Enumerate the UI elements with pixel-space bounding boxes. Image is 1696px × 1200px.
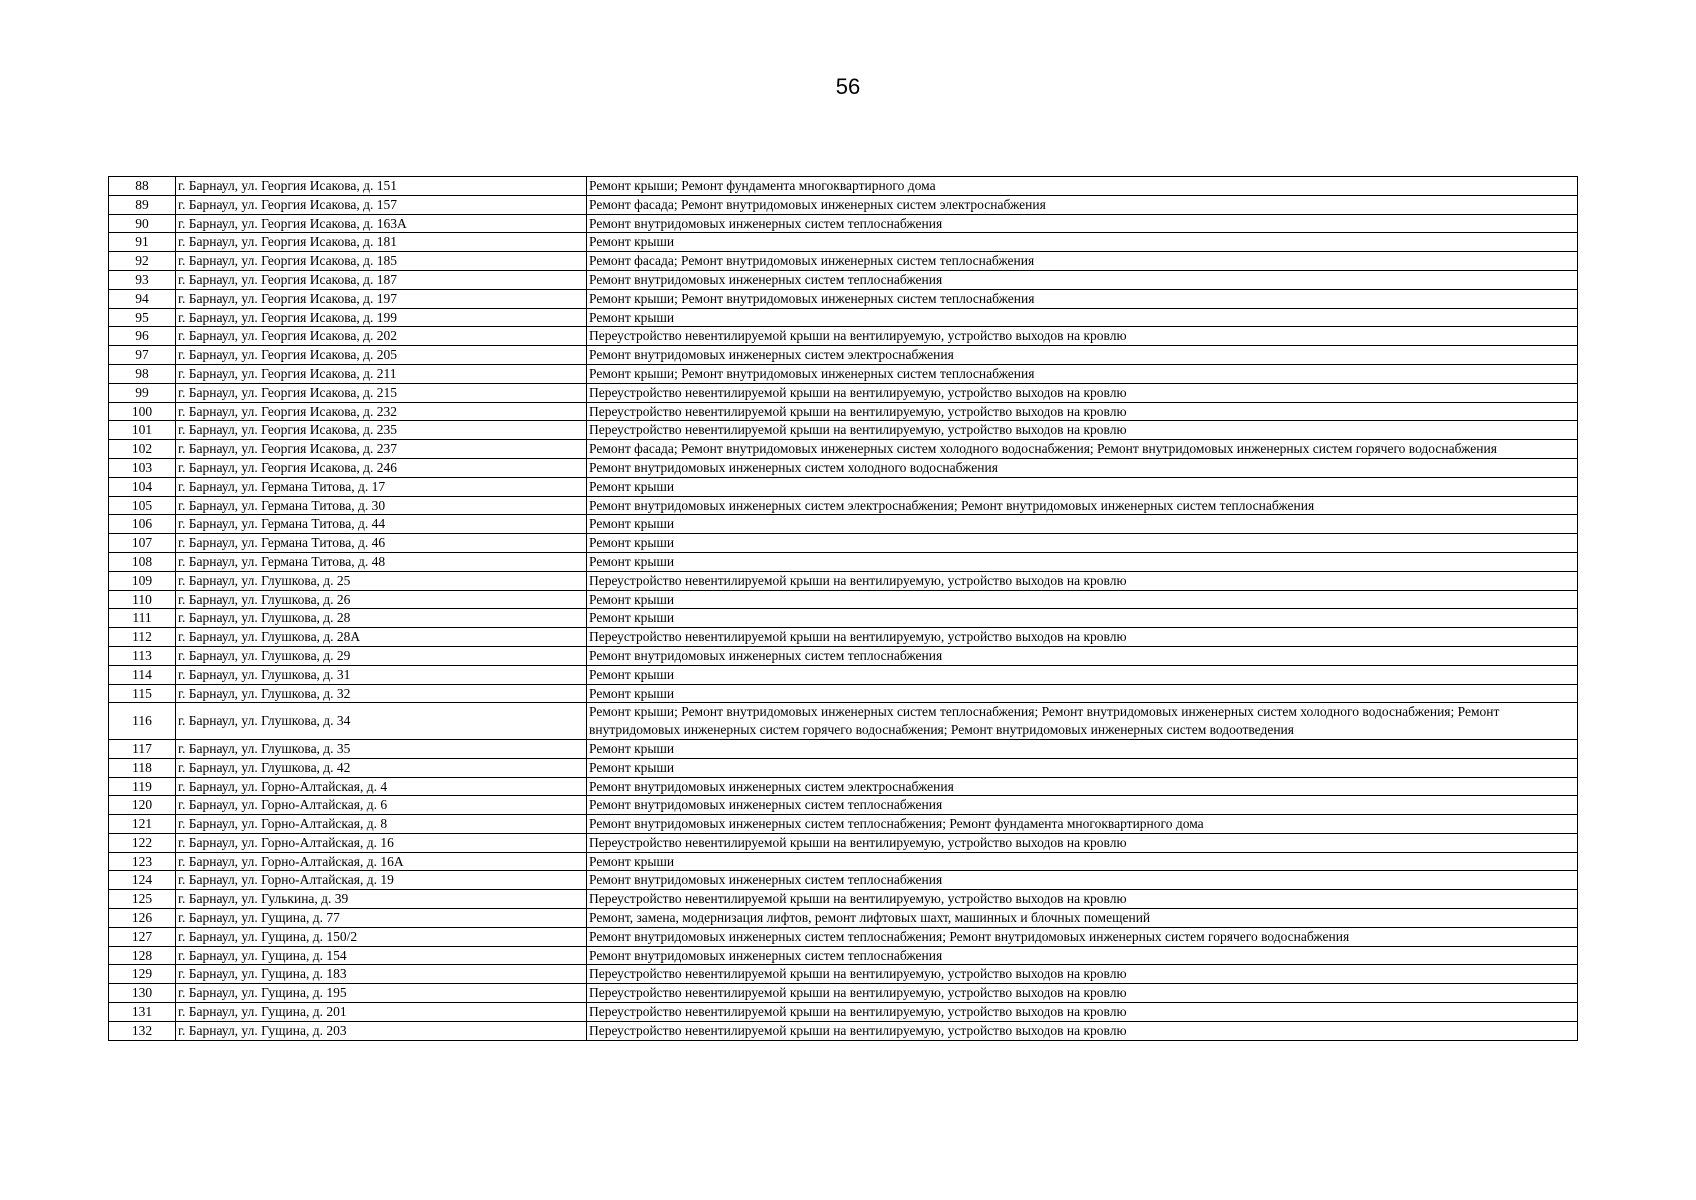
table-row xyxy=(109,477,1578,496)
works-cell: Ремонт фасада; Ремонт внутридомовых инженерных систем холодного водоснабжения; Ремонт внутридомовых инженерных систем горячего водоснабжения xyxy=(587,440,1578,459)
address-cell: г. Барнаул, ул. Глушкова, д. 32 xyxy=(176,684,587,703)
table-row xyxy=(109,515,1578,534)
address-cell: г. Барнаул, ул. Георгия Исакова, д. 181 xyxy=(176,233,587,252)
address-cell: г. Барнаул, ул. Гущина, д. 203 xyxy=(176,1021,587,1040)
registry-table-body xyxy=(109,177,1578,1041)
table-row xyxy=(109,703,1578,740)
table-row xyxy=(109,758,1578,777)
row-number-cell: 111 xyxy=(109,609,176,628)
address-cell: г. Барнаул, ул. Георгия Исакова, д. 151 xyxy=(176,177,587,196)
address-cell: г. Барнаул, ул. Глушкова, д. 28А xyxy=(176,628,587,647)
row-number-cell: 124 xyxy=(109,871,176,890)
address-cell: г. Барнаул, ул. Гущина, д. 150/2 xyxy=(176,927,587,946)
table-row xyxy=(109,270,1578,289)
works-cell: Ремонт крыши xyxy=(587,684,1578,703)
works-cell: Ремонт крыши xyxy=(587,852,1578,871)
works-cell: Ремонт крыши xyxy=(587,515,1578,534)
row-number-cell: 122 xyxy=(109,833,176,852)
works-cell: Ремонт внутридомовых инженерных систем теплоснабжения; Ремонт фундамента многоквартирного дома xyxy=(587,815,1578,834)
table-row xyxy=(109,346,1578,365)
registry-table xyxy=(108,176,1578,1041)
works-cell: Ремонт крыши xyxy=(587,552,1578,571)
table-row xyxy=(109,946,1578,965)
works-cell: Ремонт крыши xyxy=(587,739,1578,758)
row-number-cell: 97 xyxy=(109,346,176,365)
table-row xyxy=(109,214,1578,233)
row-number-cell: 106 xyxy=(109,515,176,534)
table-row xyxy=(109,327,1578,346)
address-cell: г. Барнаул, ул. Глушкова, д. 25 xyxy=(176,571,587,590)
address-cell: г. Барнаул, ул. Гущина, д. 183 xyxy=(176,965,587,984)
address-cell: г. Барнаул, ул. Георгия Исакова, д. 235 xyxy=(176,421,587,440)
row-number-cell: 108 xyxy=(109,552,176,571)
works-cell: Ремонт крыши xyxy=(587,534,1578,553)
address-cell: г. Барнаул, ул. Германа Титова, д. 48 xyxy=(176,552,587,571)
address-cell: г. Барнаул, ул. Горно-Алтайская, д. 16А xyxy=(176,852,587,871)
address-cell: г. Барнаул, ул. Гущина, д. 77 xyxy=(176,909,587,928)
address-cell: г. Барнаул, ул. Глушкова, д. 29 xyxy=(176,646,587,665)
table-row xyxy=(109,195,1578,214)
row-number-cell: 104 xyxy=(109,477,176,496)
works-cell: Переустройство невентилируемой крыши на вентилируемую, устройство выходов на кровлю xyxy=(587,327,1578,346)
row-number-cell: 99 xyxy=(109,383,176,402)
works-cell: Ремонт внутридомовых инженерных систем теплоснабжения; Ремонт внутридомовых инженерных систем горячего водоснабжения xyxy=(587,927,1578,946)
table-row xyxy=(109,684,1578,703)
table-row xyxy=(109,308,1578,327)
table-row xyxy=(109,777,1578,796)
address-cell: г. Барнаул, ул. Глушкова, д. 42 xyxy=(176,758,587,777)
row-number-cell: 105 xyxy=(109,496,176,515)
table-row xyxy=(109,815,1578,834)
works-cell: Переустройство невентилируемой крыши на вентилируемую, устройство выходов на кровлю xyxy=(587,421,1578,440)
row-number-cell: 115 xyxy=(109,684,176,703)
works-cell: Ремонт внутридомовых инженерных систем теплоснабжения xyxy=(587,796,1578,815)
row-number-cell: 91 xyxy=(109,233,176,252)
table-row xyxy=(109,458,1578,477)
works-cell: Ремонт крыши; Ремонт внутридомовых инженерных систем теплоснабжения xyxy=(587,289,1578,308)
row-number-cell: 119 xyxy=(109,777,176,796)
address-cell: г. Барнаул, ул. Гущина, д. 154 xyxy=(176,946,587,965)
address-cell: г. Барнаул, ул. Георгия Исакова, д. 215 xyxy=(176,383,587,402)
row-number-cell: 132 xyxy=(109,1021,176,1040)
address-cell: г. Барнаул, ул. Георгия Исакова, д. 185 xyxy=(176,252,587,271)
address-cell: г. Барнаул, ул. Георгия Исакова, д. 211 xyxy=(176,364,587,383)
row-number-cell: 128 xyxy=(109,946,176,965)
table-row xyxy=(109,1003,1578,1022)
row-number-cell: 95 xyxy=(109,308,176,327)
row-number-cell: 103 xyxy=(109,458,176,477)
works-cell: Ремонт крыши xyxy=(587,609,1578,628)
address-cell: г. Барнаул, ул. Германа Титова, д. 44 xyxy=(176,515,587,534)
works-cell: Ремонт фасада; Ремонт внутридомовых инженерных систем электроснабжения xyxy=(587,195,1578,214)
table-row xyxy=(109,252,1578,271)
table-row xyxy=(109,571,1578,590)
works-cell: Переустройство невентилируемой крыши на вентилируемую, устройство выходов на кровлю xyxy=(587,571,1578,590)
table-row xyxy=(109,534,1578,553)
works-cell: Ремонт внутридомовых инженерных систем электроснабжения xyxy=(587,346,1578,365)
works-cell: Ремонт крыши; Ремонт внутридомовых инженерных систем теплоснабжения; Ремонт внутридомовых инженерных систем холодного водоснабжения; Ремонт внутридомовых инженерных систем горячего водоснабжения; Ремонт внутридомовых инженерных систем водоотведения xyxy=(587,703,1578,740)
works-cell: Ремонт внутридомовых инженерных систем теплоснабжения xyxy=(587,646,1578,665)
address-cell: г. Барнаул, ул. Глушкова, д. 31 xyxy=(176,665,587,684)
works-cell: Ремонт внутридомовых инженерных систем теплоснабжения xyxy=(587,946,1578,965)
works-cell: Переустройство невентилируемой крыши на вентилируемую, устройство выходов на кровлю xyxy=(587,383,1578,402)
row-number-cell: 114 xyxy=(109,665,176,684)
table-row xyxy=(109,646,1578,665)
row-number-cell: 102 xyxy=(109,440,176,459)
works-cell: Ремонт внутридомовых инженерных систем теплоснабжения xyxy=(587,214,1578,233)
works-cell: Ремонт крыши xyxy=(587,477,1578,496)
works-cell: Переустройство невентилируемой крыши на вентилируемую, устройство выходов на кровлю xyxy=(587,402,1578,421)
address-cell: г. Барнаул, ул. Германа Титова, д. 17 xyxy=(176,477,587,496)
row-number-cell: 121 xyxy=(109,815,176,834)
table-row xyxy=(109,440,1578,459)
works-cell: Переустройство невентилируемой крыши на вентилируемую, устройство выходов на кровлю xyxy=(587,1003,1578,1022)
table-row xyxy=(109,984,1578,1003)
address-cell: г. Барнаул, ул. Гущина, д. 201 xyxy=(176,1003,587,1022)
row-number-cell: 112 xyxy=(109,628,176,647)
table-row xyxy=(109,233,1578,252)
address-cell: г. Барнаул, ул. Глушкова, д. 26 xyxy=(176,590,587,609)
works-cell: Ремонт внутридомовых инженерных систем электроснабжения xyxy=(587,777,1578,796)
works-cell: Ремонт крыши xyxy=(587,233,1578,252)
row-number-cell: 101 xyxy=(109,421,176,440)
row-number-cell: 127 xyxy=(109,927,176,946)
works-cell: Переустройство невентилируемой крыши на вентилируемую, устройство выходов на кровлю xyxy=(587,1021,1578,1040)
row-number-cell: 109 xyxy=(109,571,176,590)
row-number-cell: 88 xyxy=(109,177,176,196)
table-row xyxy=(109,871,1578,890)
address-cell: г. Барнаул, ул. Горно-Алтайская, д. 16 xyxy=(176,833,587,852)
row-number-cell: 117 xyxy=(109,739,176,758)
address-cell: г. Барнаул, ул. Германа Титова, д. 30 xyxy=(176,496,587,515)
row-number-cell: 130 xyxy=(109,984,176,1003)
address-cell: г. Барнаул, ул. Георгия Исакова, д. 232 xyxy=(176,402,587,421)
address-cell: г. Барнаул, ул. Горно-Алтайская, д. 19 xyxy=(176,871,587,890)
row-number-cell: 93 xyxy=(109,270,176,289)
works-cell: Ремонт крыши; Ремонт внутридомовых инженерных систем теплоснабжения xyxy=(587,364,1578,383)
table-row xyxy=(109,402,1578,421)
row-number-cell: 94 xyxy=(109,289,176,308)
row-number-cell: 129 xyxy=(109,965,176,984)
works-cell: Переустройство невентилируемой крыши на вентилируемую, устройство выходов на кровлю xyxy=(587,833,1578,852)
address-cell: г. Барнаул, ул. Георгия Исакова, д. 205 xyxy=(176,346,587,365)
table-row xyxy=(109,177,1578,196)
works-cell: Ремонт внутридомовых инженерных систем теплоснабжения xyxy=(587,270,1578,289)
address-cell: г. Барнаул, ул. Горно-Алтайская, д. 4 xyxy=(176,777,587,796)
works-cell: Переустройство невентилируемой крыши на вентилируемую, устройство выходов на кровлю xyxy=(587,965,1578,984)
works-cell: Ремонт крыши xyxy=(587,308,1578,327)
address-cell: г. Барнаул, ул. Гулькина, д. 39 xyxy=(176,890,587,909)
table-row xyxy=(109,609,1578,628)
page-number: 56 xyxy=(835,74,861,99)
works-cell: Ремонт крыши xyxy=(587,758,1578,777)
table-row xyxy=(109,833,1578,852)
table-row xyxy=(109,496,1578,515)
table-row xyxy=(109,364,1578,383)
table-row xyxy=(109,739,1578,758)
row-number-cell: 90 xyxy=(109,214,176,233)
address-cell: г. Барнаул, ул. Гущина, д. 195 xyxy=(176,984,587,1003)
row-number-cell: 110 xyxy=(109,590,176,609)
works-cell: Ремонт крыши xyxy=(587,590,1578,609)
table-row xyxy=(109,590,1578,609)
address-cell: г. Барнаул, ул. Георгия Исакова, д. 157 xyxy=(176,195,587,214)
row-number-cell: 89 xyxy=(109,195,176,214)
table-row xyxy=(109,421,1578,440)
address-cell: г. Барнаул, ул. Георгия Исакова, д. 237 xyxy=(176,440,587,459)
works-cell: Ремонт внутридомовых инженерных систем холодного водоснабжения xyxy=(587,458,1578,477)
row-number-cell: 107 xyxy=(109,534,176,553)
address-cell: г. Барнаул, ул. Глушкова, д. 35 xyxy=(176,739,587,758)
works-cell: Ремонт крыши; Ремонт фундамента многоквартирного дома xyxy=(587,177,1578,196)
row-number-cell: 118 xyxy=(109,758,176,777)
row-number-cell: 98 xyxy=(109,364,176,383)
table-row xyxy=(109,1021,1578,1040)
works-cell: Переустройство невентилируемой крыши на вентилируемую, устройство выходов на кровлю xyxy=(587,890,1578,909)
works-cell: Ремонт внутридомовых инженерных систем теплоснабжения xyxy=(587,871,1578,890)
works-cell: Ремонт, замена, модернизация лифтов, ремонт лифтовых шахт, машинных и блочных помещений xyxy=(587,909,1578,928)
address-cell: г. Барнаул, ул. Глушкова, д. 28 xyxy=(176,609,587,628)
address-cell: г. Барнаул, ул. Глушкова, д. 34 xyxy=(176,703,587,740)
table-row xyxy=(109,852,1578,871)
row-number-cell: 131 xyxy=(109,1003,176,1022)
row-number-cell: 126 xyxy=(109,909,176,928)
works-cell: Ремонт внутридомовых инженерных систем электроснабжения; Ремонт внутридомовых инженерных систем теплоснабжения xyxy=(587,496,1578,515)
address-cell: г. Барнаул, ул. Горно-Алтайская, д. 6 xyxy=(176,796,587,815)
row-number-cell: 123 xyxy=(109,852,176,871)
table-row xyxy=(109,665,1578,684)
works-cell: Ремонт крыши xyxy=(587,665,1578,684)
address-cell: г. Барнаул, ул. Георгия Исакова, д. 199 xyxy=(176,308,587,327)
row-number-cell: 100 xyxy=(109,402,176,421)
table-row xyxy=(109,628,1578,647)
row-number-cell: 92 xyxy=(109,252,176,271)
address-cell: г. Барнаул, ул. Германа Титова, д. 46 xyxy=(176,534,587,553)
address-cell: г. Барнаул, ул. Георгия Исакова, д. 246 xyxy=(176,458,587,477)
address-cell: г. Барнаул, ул. Георгия Исакова, д. 202 xyxy=(176,327,587,346)
works-cell: Переустройство невентилируемой крыши на вентилируемую, устройство выходов на кровлю xyxy=(587,628,1578,647)
works-cell: Ремонт фасада; Ремонт внутридомовых инженерных систем теплоснабжения xyxy=(587,252,1578,271)
table-row xyxy=(109,965,1578,984)
row-number-cell: 113 xyxy=(109,646,176,665)
address-cell: г. Барнаул, ул. Георгия Исакова, д. 163А xyxy=(176,214,587,233)
row-number-cell: 125 xyxy=(109,890,176,909)
address-cell: г. Барнаул, ул. Горно-Алтайская, д. 8 xyxy=(176,815,587,834)
table-row xyxy=(109,927,1578,946)
table-row xyxy=(109,552,1578,571)
works-cell: Переустройство невентилируемой крыши на вентилируемую, устройство выходов на кровлю xyxy=(587,984,1578,1003)
table-row xyxy=(109,909,1578,928)
address-cell: г. Барнаул, ул. Георгия Исакова, д. 187 xyxy=(176,270,587,289)
table-row xyxy=(109,383,1578,402)
row-number-cell: 120 xyxy=(109,796,176,815)
table-row xyxy=(109,890,1578,909)
table-row xyxy=(109,289,1578,308)
table-row xyxy=(109,796,1578,815)
address-cell: г. Барнаул, ул. Георгия Исакова, д. 197 xyxy=(176,289,587,308)
row-number-cell: 96 xyxy=(109,327,176,346)
row-number-cell: 116 xyxy=(109,703,176,740)
